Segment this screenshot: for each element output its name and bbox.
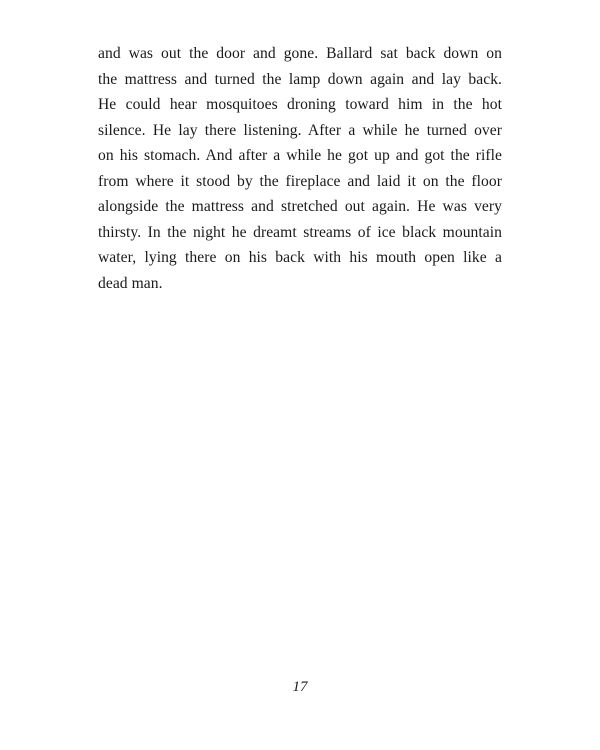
text-line: He could hear mosquitoes droning toward him in the hot bbox=[98, 96, 502, 113]
text-line: thirsty. In the night he dreamt streams of ice black mountain bbox=[98, 223, 502, 241]
text-line: alongside the mattress and stretched out again. He was very bbox=[98, 198, 502, 215]
text-line: the mattress and turned the lamp down again and lay back. bbox=[98, 70, 502, 88]
text-line: silence. He lay there listening. After a while he turned over bbox=[98, 121, 502, 139]
text-line: dead man. bbox=[98, 274, 163, 292]
text-line: water, lying there on his back with his mouth open like a bbox=[98, 249, 502, 266]
text-line: on his stomach. And after a while he got up and got the rifle bbox=[98, 147, 502, 164]
page-number: 17 bbox=[292, 679, 308, 695]
text-line: from where it stood by the fireplace and laid it on the floor bbox=[98, 172, 502, 190]
body-text bbox=[98, 41, 502, 296]
text-line: and was out the door and gone. Ballard sat back down on bbox=[98, 45, 502, 62]
